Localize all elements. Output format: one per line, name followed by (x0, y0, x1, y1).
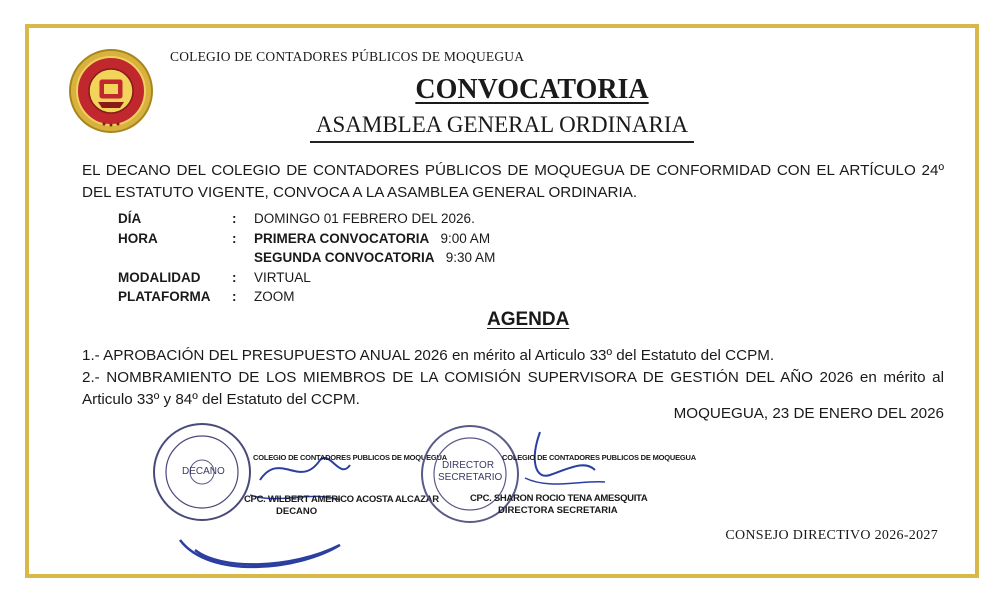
colon: : (232, 289, 237, 304)
dia-value: DOMINGO 01 FEBRERO DEL 2026. (254, 211, 475, 226)
signature-block-secretaria (420, 420, 696, 540)
secretaria-stamp-line1: DIRECTOR (442, 460, 495, 471)
segunda-label: SEGUNDA CONVOCATORIA (254, 250, 435, 265)
segunda-time: 9:30 AM (445, 250, 496, 265)
subtitle-text: ASAMBLEA GENERAL ORDINARIA (310, 112, 694, 143)
place-date: MOQUEGUA, 23 DE ENERO DEL 2026 (673, 405, 944, 422)
page-title (0, 74, 1004, 106)
title-text: CONVOCATORIA (415, 74, 649, 105)
dia-label: DÍA (118, 211, 142, 226)
agenda-item: 1.- APROBACIÓN DEL PRESUPUESTO ANUAL 2026 en mérito al Articulo 33º del Estatuto del CCPM. (82, 347, 775, 364)
colon: : (232, 211, 237, 226)
agenda-title: AGENDA (487, 309, 570, 330)
council-name: CONSEJO DIRECTIVO 2026-2027 (725, 528, 938, 543)
decano-role: DECANO (276, 506, 318, 517)
college-name-header: COLEGIO DE CONTADORES PÚBLICOS DE MOQUEGUA (170, 49, 525, 64)
secretaria-stamp-line2: SECRETARIO (438, 472, 503, 483)
colon: : (232, 269, 237, 285)
plataforma-label: PLATAFORMA (118, 289, 211, 304)
intro-paragraph: EL DECANO DEL COLEGIO DE CONTADORES PÚBLICOS DE MOQUEGUA DE CONFORMIDAD CON EL ARTÍCULO 24º DEL ESTATUTO VIGENTE, CONVOCA A LA ASAMBLEA GENERAL ORDINARIA. (82, 162, 944, 201)
hora-label: HORA (118, 230, 158, 246)
secretaria-name: CPC. SHARON ROCIO TENA AMESQUITA (470, 493, 648, 504)
modalidad-value: VIRTUAL (254, 269, 311, 285)
hora-primera (254, 231, 490, 246)
plataforma-value: ZOOM (254, 289, 295, 304)
decano-name: CPC. WILBERT AMERICO ACOSTA ALCAZAR (244, 494, 439, 505)
primera-label: PRIMERA CONVOCATORIA (254, 230, 430, 246)
decano-stamp-label: DECANO (182, 466, 225, 477)
hora-segunda (254, 250, 495, 265)
colon: : (232, 230, 237, 246)
secretaria-role: DIRECTORA SECRETARIA (498, 505, 618, 516)
page-subtitle (0, 112, 1004, 143)
decano-college: COLEGIO DE CONTADORES PUBLICOS DE MOQUEGUA (253, 453, 447, 462)
agenda-item: 2.- NOMBRAMIENTO DE LOS MIEMBROS DE LA COMISIÓN SUPERVISORA DE GESTIÓN DEL AÑO 2026 en mérito al Articulo 33º y 84º del Estatuto del CCPM. (82, 369, 944, 408)
primera-time: 9:00 AM (440, 230, 491, 246)
secretaria-college: COLEGIO DE CONTADORES PUBLICOS DE MOQUEGUA (502, 453, 696, 462)
agenda-list (82, 345, 944, 411)
modalidad-label: MODALIDAD (118, 269, 201, 285)
signature-block-decano (150, 420, 447, 580)
